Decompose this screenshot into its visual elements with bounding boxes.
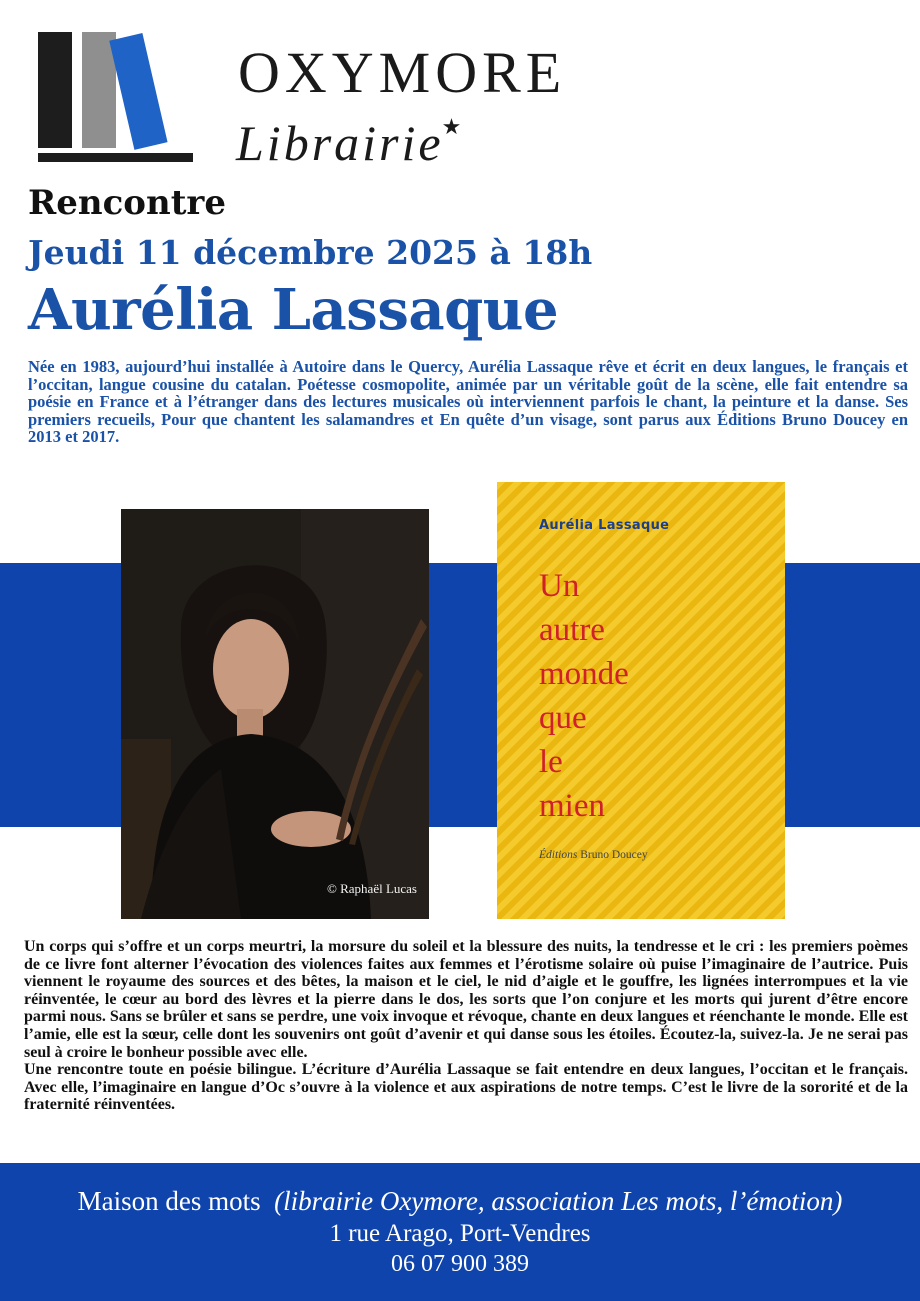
book-title-line: le <box>539 744 563 780</box>
bookshelf-logo-icon <box>38 30 193 162</box>
publisher-prefix: Éditions <box>539 849 578 861</box>
portrait-illustration <box>121 509 429 919</box>
author-bio: Née en 1983, aujourd’hui installée à Autoire dans le Quercy, Aurélia Lassaque rêve et écrit en deux langues, le français et l’occitan, langue cousine du catalan. Poétesse cosmopolite, animée par un véritable goût de la scène, elle fait entendre sa poésie en France et à l’étranger dans des lectures musicales où interviennent parfois le chant, la peinture et la danse. Ses premiers recueils, Pour que chantent les salamandres et En quête d’un visage, sont parus aux Éditions Bruno Doucey en 2013 et 2017. <box>28 357 908 446</box>
book-cover <box>497 482 785 919</box>
event-date: Jeudi 11 décembre 2025 à 18h <box>28 233 593 272</box>
brand-subtitle-text: Librairie <box>236 115 444 171</box>
author-portrait-photo <box>121 509 429 919</box>
logo-book-grey <box>82 32 116 148</box>
book-title-line: monde <box>539 656 629 692</box>
brand-subtitle <box>236 114 466 171</box>
description-paragraph-2: Une rencontre toute en poésie bilingue. L’écriture d’Aurélia Lassaque se fait entendre en deux langues, l’occitan et le français. Avec elle, l’imaginaire en langue d’Oc s’ouvre à la violence et aux aspirations de notre temps. C’est le livre de la sororité et de la fraternité réinventées. <box>24 1061 908 1114</box>
book-title-line: mien <box>539 788 605 824</box>
book-title-line: que <box>539 700 587 736</box>
brand-name: OXYMORE <box>238 40 567 105</box>
footer-band <box>0 1163 920 1301</box>
book-description <box>24 938 908 1114</box>
star-icon: ★ <box>441 114 465 139</box>
photo-credit: © Raphaël Lucas <box>326 881 417 896</box>
publisher-name: Bruno Doucey <box>580 849 648 861</box>
author-name: Aurélia Lassaque <box>28 277 559 343</box>
venue-name: Maison des mots <box>77 1186 261 1216</box>
venue-phone: 06 07 900 389 <box>391 1251 529 1277</box>
logo-shelf <box>38 153 193 162</box>
book-title-line: Un <box>539 568 580 604</box>
book-title-line: autre <box>539 612 605 648</box>
book-publisher <box>539 849 648 861</box>
book-author: Aurélia Lassaque <box>539 518 670 533</box>
book-title <box>539 564 769 828</box>
venue-line <box>0 1187 920 1217</box>
venue-address: 1 rue Arago, Port-Vendres <box>329 1220 591 1247</box>
logo-book-dark <box>38 32 72 148</box>
description-paragraph-1: Un corps qui s’offre et un corps meurtri, la morsure du soleil et la blessure des nuits, la tendresse et le cri : les premiers poèmes de ce livre font alterner l’évocation des violences faites aux femmes et l’érotisme solaire où puise l’imaginaire de l’autrice. Puis viennent le royaume des sources et des bêtes, la maison et le ciel, le nid d’aigle et le gouffre, les lignées interrompues et la vie réinventée, le cœur au bord des lèvres et la pierre dans le dos, les sorts que l’on conjure et les morts qui jurent d’être encore parmi nous. Sans se brûler et sans se perdre, une voix invoque et révoque, chante en deux langues et réenchante le monde. Elle est l’amie, elle est la sœur, celle dont les souvenirs ont goût d’avenir et qui danse sous les étoiles. Écoutez-la, suivez-la. Je ne serai pas seul à croire le bonheur possible avec elle. <box>24 938 908 1061</box>
logo-book-blue <box>109 33 167 150</box>
venue-detail: (librairie Oxymore, association Les mots, l’émotion) <box>274 1186 843 1216</box>
event-kicker: Rencontre <box>28 183 226 223</box>
